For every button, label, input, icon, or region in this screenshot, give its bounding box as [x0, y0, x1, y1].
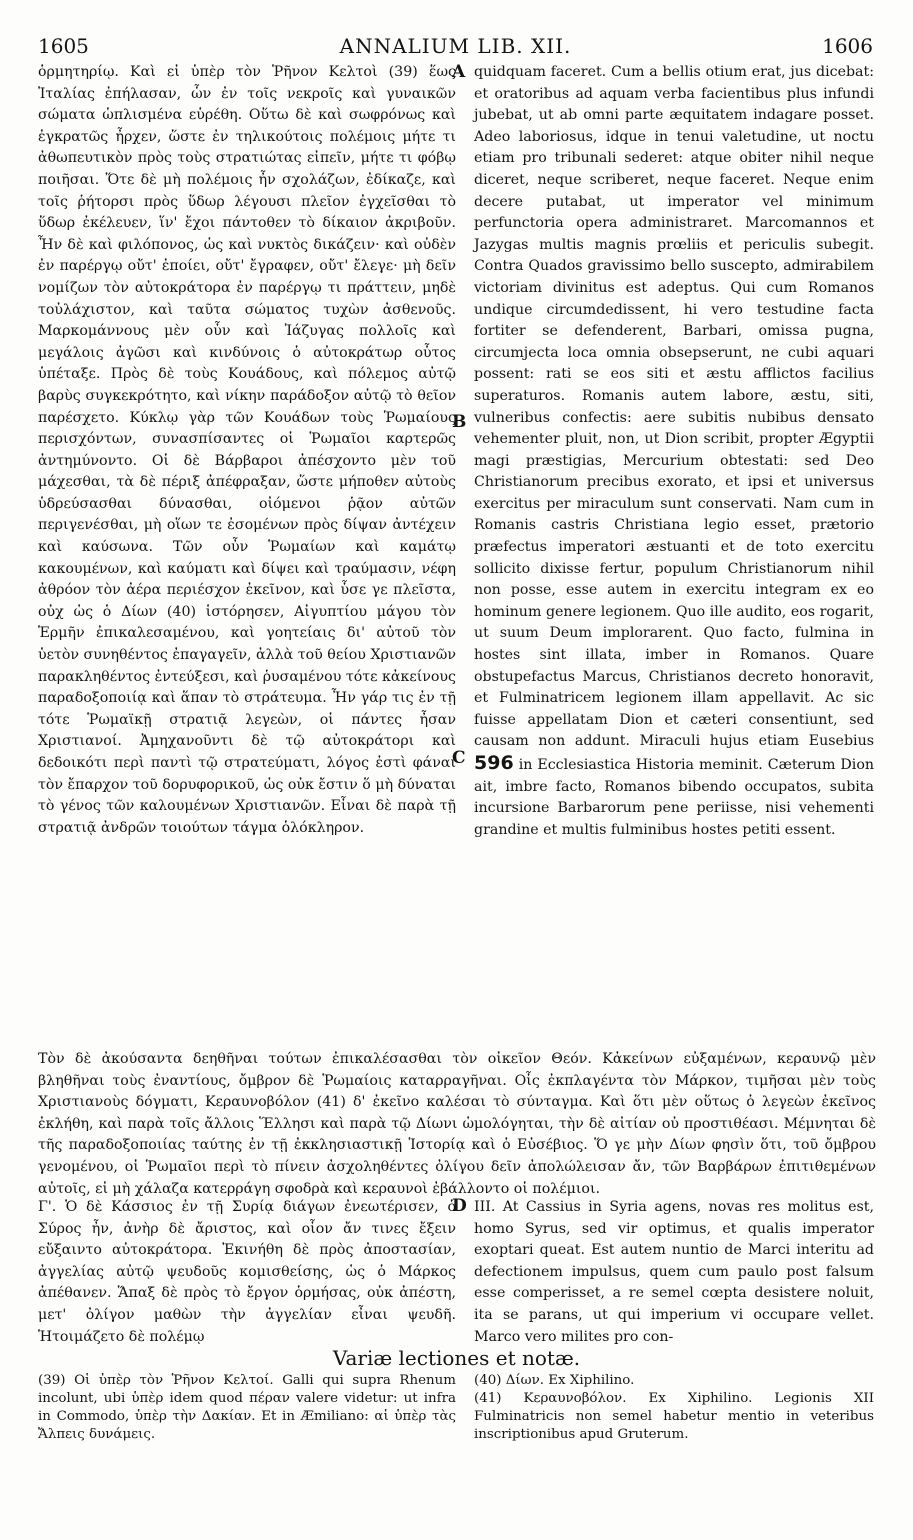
margin-letter-d: D: [452, 1196, 467, 1216]
latin-text-before: quidquam faceret. Cum a bellis otium erat, jus dicebat: et oratoribus ad aquam verba facientibus plus infundi jubebat, ut ab omni parte æquitatem indagare posset. Adeo laboriosus, idque in tenui valetudine, ut noctu etiam pro tribunali sederet: atque obiter nihil neque diceret, neque scriberet, neque faceret. Neque enim decere putabat, ut imperator vel minimum perfunctoria opera administraret. Marcomannos et Jazygas multis magnis prœliis et periculis subegit. Contra Quados gravissimo bello suscepto, admirabilem victoriam divinitus est adeptus. Qui cum Romanos undique circumdedissent, hi vero testudine facta fortiter se defenderent, Barbari, omissa pugna, circumjecta loca omnia obsepserunt, ne cubi aquari possent: rati se eos siti et æstu afflictos facilius superaturos. Romanis autem labore, æstu, siti, vulneribus confectis: aere subitis nubibus densato vehementer pluit, non, ut Dion scribit, propter Ægyptii magi præstigias, Mercurium obtestati: sed Deo Christianorum precibus exorato, et ipsi et universus exercitus per miraculum sunt conservati. Nam cum in Romanis castris Christiana legio esset, prætorio præfectus imperatori æstuanti et de toto exercitu sollicito dixisse fertur, populum Christianorum nihil non posse, esse autem in exercitu integram ex eo hominum genere legionem. Quo ille audito, eos rogarit, ut suum Deum implorarent. Quo facto, fulmina in hostes sint illata, imber in Romanos. Quare obstupefactus Marcus, Christianos decreto honoravit, et Fulminatricem legionem illam appellavit. Ac sic fuisse appellatam Dion et cæteri consentiunt, sed causam non addunt. Miraculi hujus etiam Eusebius: [474, 64, 874, 750]
margin-page-number: 596: [474, 752, 514, 774]
greek-full-text: Τὸν δὲ ἀκούσαντα δεηθῆναι τούτων ἐπικαλέσασθαι τὸν οἰκεῖον Θεόν. Κἀκείνων εὐξαμένων, κεραυνῷ μὲν βληθῆναι τοὺς ἐναντίους, ὄμβρον δὲ Ῥωμαίοις καταρραγῆναι. Οἷς ἐκπλαγέντα τὸν Μάρκον, τιμῆσαι μὲν τοὺς Χριστιανοὺς δόγματι, Κεραυνοβόλον (41) δ' ἐκεῖνο καλέσαι τὸ σύνταγμα. Καὶ ὅτι μὲν οὕτως ὁ λεγεὼν ἐκεῖνος ἐκλήθη, καὶ παρὰ τοῖς ἄλλοις Ἕλλησι καὶ παρὰ τῷ Δίωνι ὡμολόγηται, τὴν δὲ αἰτίαν οὐ προστιθέασι. Μέμνηται δὲ τῆς παραδοξοποιίας ταύτης ἐν τῇ ἐκκλησιαστικῇ Ἱστορίᾳ καὶ ὁ Εὐσέβιος. Ὅ γε μὴν Δίων φησὶν ὅτι, τοῦ ὄμβρου γενομένου, οἱ Ῥωμαῖοι περὶ τὸ πίνειν ἀσχοληθέντες ὀλίγου δεῖν ἀπολώλεισαν ἄν, τῶν Βαρβάρων ἐπιτιθεμένων αὐτοῖς, εἰ μὴ χάλαζα κατερράγη σφοδρὰ καὶ κεραυνοὶ ἐβάλλοντο οἱ πολέμιοι.: [38, 1051, 876, 1197]
greek-column-bottom: [38, 1197, 456, 1348]
greek-section-iii: Γ'. Ὁ δὲ Κάσσιος ἐν τῇ Συρίᾳ διάγων ἐνεωτέρισεν, ὁ Σύρος ἦν, ἀνὴρ δὲ ἄριστος, καὶ οἷον ἄν τινες ἔξειν εὔξαιντο αὐτοκράτορα. Ἐκινήθη δὲ πρὸς ἀποστασίαν, ἀγγελίας αὐτῷ ψευδοῦς κομισθείσης, ὡς ὁ Μάρκος ἀπέθανεν. Ἅπαξ δὲ πρὸς τὸ ἔργον ὁρμήσας, οὐκ ἀπέστη, μετ' ὀλίγον μαθὼν τὴν ἀγγελίαν εἶναι ψευδῆ. Ἡτοιμάζετο δὲ πολέμῳ: [38, 1199, 456, 1345]
greek-column-top: [38, 62, 456, 839]
notes-left-column: [38, 1372, 456, 1444]
page-number-right: 1606: [822, 34, 873, 58]
latin-text-block: [474, 62, 874, 841]
running-title: ANNALIUM LIB. XII.: [339, 34, 572, 58]
latin-section-iii: III. At Cassius in Syria agens, novas res molitus est, homo Syrus, sed vir optimus, et qualis imperator exoptari queat. Est autem nuntio de Marci interitu ad defectionem impulsus, quem cum paulo post falsum esse comperisset, a re semel cœpta desistere noluit, ita se parans, ut qui imperium vi occupare vellet. Marco vero milites pro con-: [474, 1199, 874, 1345]
greek-full-width-block: [38, 1049, 876, 1200]
notes-right-column: [474, 1372, 874, 1444]
note-39: (39) Οἱ ὑπὲρ τὸν Ῥῆνον Κελτοί. Galli qui supra Rhenum incolunt, ubi ὑπὲρ idem quod πέραν valere videtur: ut infra in Commodo, ὑπὲρ τὴν Δακίαν. Et in Æmiliano: αἱ ὑπὲρ τὰς Ἄλπεις δυνάμεις.: [38, 1373, 456, 1442]
latin-column-top: [474, 62, 874, 841]
margin-letter-a: A: [452, 62, 466, 82]
margin-letter-b: B: [452, 412, 467, 432]
notes-title: Variæ lectiones et notæ.: [332, 1346, 581, 1370]
margin-letter-c: C: [452, 748, 466, 768]
note-40: (40) Δίων. Ex Xiphilino.: [474, 1373, 635, 1388]
latin-column-bottom: [474, 1197, 874, 1348]
latin-text-after: in Ecclesiastica Historia meminit. Cæterum Dion ait, imbre facto, Romanos bibendo occupatos, subita incursione Barbarorum pene periisse, nisi vehementi grandine et multis fulminibus hostes petiti essent.: [474, 757, 874, 838]
note-41: (41) Κεραυνοβόλον. Ex Xiphilino. Legionis XII Fulminatricis non semel habetur mentio in veteribus inscriptionibus apud Gruterum.: [474, 1391, 874, 1442]
greek-text-block: ὁρμητηρίῳ. Καὶ εἰ ὑπὲρ τὸν Ῥῆνον Κελτοὶ (39) ἕως Ἰταλίας ἐπήλασαν, ὧν ἐν τοῖς νεκροῖς καὶ γυναικῶν σώματα ὡπλισμένα εὑρέθη. Οὕτω δὲ καὶ σωφρόνως καὶ ἐγκρατῶς ἦρχεν, ὥστε ἐν τηλικούτοις πολέμοις μήτε τι ἀθωπευτικὸν πρὸς τοὺς στρατιώτας εἰπεῖν, μήτε τι φόβῳ ποιῆσαι. Ὅτε δὲ μὴ πολέμοις ἦν σχολάζων, ἐδίκαζε, καὶ τοῖς ῥήτορσι πρὸς ὕδωρ λέγουσι πλεῖον ἐγχεῖσθαι τὸ ὕδωρ ἐκέλευεν, ἵν' ἔχοι πάντοθεν τὸ δίκαιον ἀκριβοῦν. Ἦν δὲ καὶ φιλόπονος, ὡς καὶ νυκτὸς δικάζειν· καὶ οὐδὲν ἐν παρέργῳ οὔτ' ἐποίει, οὔτ' ἔγραφεν, οὔτ' ἔλεγε· μὴ δεῖν νομίζων τὸν αὐτοκράτορα ἐν παρέργῳ τι πράττειν, μηδὲ τοὐλάχιστον, καὶ ταῦτα σώματος τυχὼν ἀσθενοῦς. Μαρκομάννους μὲν οὖν καὶ Ἰάζυγας πολλοῖς καὶ μεγάλοις ἀγῶσι καὶ κινδύνοις ὁ αὐτοκράτωρ οὗτος ὑπέταξε. Πρὸς δὲ τοὺς Κουάδους, καὶ πόλεμος αὐτῷ βαρὺς συγκεκρότητο, καὶ νίκην παράδοξον αὐτῷ τὸ θεῖον παρέσχετο. Κύκλῳ γὰρ τῶν Κουάδων τοὺς Ῥωμαίους περισχόντων, συνασπίσαντες οἱ Ῥωμαῖοι καρτερῶς ἀντημύνοντο. Οἱ δὲ Βάρβαροι ἀπέσχοντο μὲν τοῦ μάχεσθαι, τὰ δὲ πέριξ ἀπέφραξαν, ὥστε μήποθεν αὐτοὺς ὑδρεύσασθαι δύνασθαι, οἰόμενοι ῥᾷον αὐτῶν περιγενέσθαι, μὴ οἵων τε ἐσομένων πρὸς δίψαν ἀντέχειν καὶ καύσωνα. Τῶν οὖν Ῥωμαίων καὶ καμάτῳ κακουμένων, καὶ καύματι καὶ δίψει καὶ τραύμασιν, νέφη ἀθρόον τὸν ἀέρα περιέσχον ἐκεῖνον, καὶ ὗσε γε πλεῖστα, οὐχ ὡς ὁ Δίων (40) ἱστόρησεν, Αἰγυπτίου μάγου τὸν Ἑρμῆν ἐπικαλεσαμένου, καὶ γοητείαις δι' αὐτοῦ τὸν ὑετὸν συνηθέντος ἐπαγαγεῖν, ἀλλὰ τοῦ θείου Χριστιανῶν παρακληθέντος ἐντεύξεσι, καὶ ῥυσαμένου τότε κἀκείνους παραδοξοποιίᾳ καὶ ἅπαν τὸ στράτευμα. Ἦν γάρ τις ἐν τῇ τότε Ῥωμαϊκῇ στρατιᾷ λεγεὼν, οἱ πάντες ἦσαν Χριστιανοί. Ἀμηχανοῦντι δὲ τῷ αὐτοκράτορι καὶ δεδοικότι περὶ παντὶ τῷ στρατεύματι, λόγος ἐστὶ φάναι τὸν ἔπαρχον τοῦ δορυφορικοῦ, ὡς οὐκ ἔστιν ὅ μὴ δύναται τὸ γένος τῶν καλουμένων Χριστιανῶν. Εἶναι δὲ παρὰ τῇ στρατιᾷ ἀνδρῶν τοιούτων τάγμα ὁλόκληρον.: [38, 64, 456, 836]
page-header: [38, 34, 873, 60]
page-number-left: 1605: [38, 34, 89, 58]
